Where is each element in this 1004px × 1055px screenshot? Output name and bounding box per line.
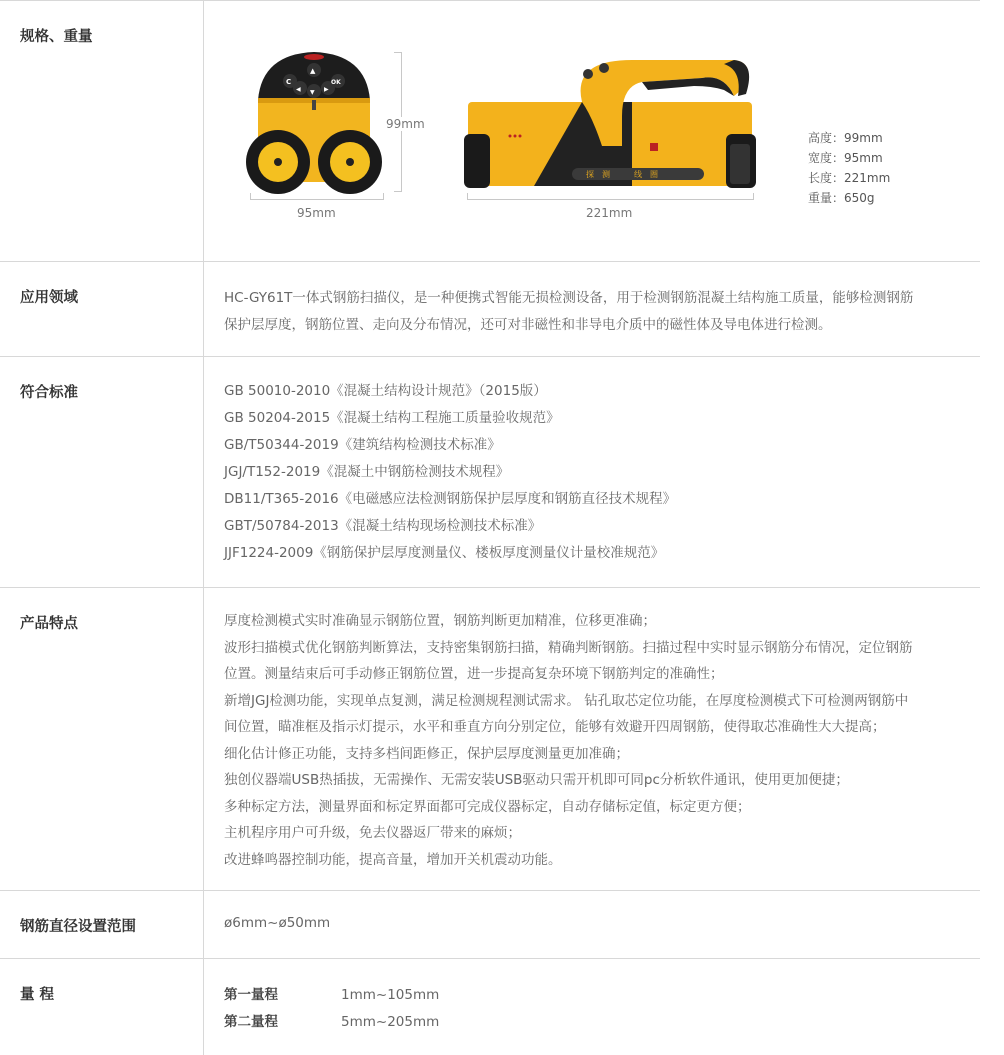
range-name: 第二量程 — [224, 1014, 278, 1030]
application-row — [0, 261, 980, 356]
feature-line: 多种标定方法，测量界面和标定界面都可完成仪器标定，自动存储标定值，标定更方便； — [224, 798, 751, 815]
dim-length-line — [467, 199, 754, 200]
dim-height-tick-top — [394, 52, 402, 53]
standards-label: 符合标准 — [0, 357, 204, 587]
standards-content — [204, 357, 980, 587]
key-left: ◀ — [296, 86, 301, 93]
key-up: ▲ — [310, 67, 316, 75]
spec-list — [808, 128, 890, 208]
feature-line: 细化估计修正功能，支持多档间距修正，保护层厚度测量更加准确； — [224, 745, 629, 762]
application-label: 应用领域 — [0, 262, 204, 356]
dim-height-text: 99mm — [386, 117, 425, 131]
standard-item: JGJ/T152-2019《混凝土中钢筋检测技术规程》 — [224, 464, 510, 480]
dim-width-text: 95mm — [297, 206, 336, 220]
spec-weight-label: 规格、重量 — [0, 1, 204, 261]
feature-line: 间位置，瞄准框及指示灯提示，水平和垂直方向分别定位，能够有效避开四周钢筋，使得取芯准确性大大提高； — [224, 719, 886, 735]
spec-height: 高度：99mm — [808, 131, 883, 145]
diameter-content — [204, 891, 980, 958]
key-ok: OK — [331, 79, 341, 86]
dim-length-tick-right — [753, 193, 754, 200]
features-content — [204, 588, 980, 890]
standard-item: GB 50204-2015《混凝土结构工程施工质量验收规范》 — [224, 410, 560, 426]
diameter-label: 钢筋直径设置范围 — [0, 891, 204, 958]
application-line: 保护层厚度，钢筋位置、走向及分布情况，还可对非磁性和非导电介质中的磁性体及导电体进行检测。 — [224, 317, 832, 333]
range-item-2 — [224, 1009, 980, 1036]
feature-line: 改进蜂鸣器控制功能，提高音量，增加开关机震动功能。 — [224, 851, 562, 868]
dim-width-tick-right — [383, 193, 384, 200]
standard-item: GBT/50784-2013《混凝土结构现场检测技术标准》 — [224, 518, 542, 534]
spec-length: 长度：221mm — [808, 171, 891, 185]
feature-line: 主机程序用户可升级，免去仪器返厂带来的麻烦； — [224, 825, 521, 841]
range-content — [204, 959, 980, 1055]
feature-line: 新增JGJ检测功能，实现单点复测，满足检测规程测试需求。 钻孔取芯定位功能，在厚度检测模式下可检测两钢筋中 — [224, 692, 909, 709]
dim-height-tick-bottom — [394, 191, 402, 192]
application-line: HC-GY61T一体式钢筋扫描仪，是一种便携式智能无损检测设备，用于检测钢筋混凝土结构施工质量，能够检测钢筋 — [224, 290, 914, 306]
range-item-1 — [224, 982, 980, 1009]
standards-row — [0, 356, 980, 587]
range-name: 第一量程 — [224, 987, 278, 1003]
device-side-image — [462, 56, 762, 196]
spec-weight: 重量：650g — [808, 191, 875, 205]
key-c: C — [286, 78, 292, 86]
features-row — [0, 587, 980, 890]
standard-item: GB/T50344-2019《建筑结构检测技术标准》 — [224, 437, 501, 453]
feature-line: 波形扫描模式优化钢筋判断算法，支持密集钢筋扫描，精确判断钢筋。扫描过程中实时显示钢筋分布情况，定位钢筋 — [224, 639, 913, 656]
spec-width: 宽度：95mm — [808, 151, 883, 165]
range-value: 1mm~105mm — [341, 987, 440, 1003]
dim-width-tick-left — [250, 193, 251, 200]
range-value: 5mm~205mm — [341, 1014, 440, 1030]
application-content — [204, 262, 980, 356]
feature-line: 位置。测量结束后可手动修正钢筋位置，进一步提高复杂环境下钢筋判定的准确性； — [224, 666, 724, 682]
standard-item: DB11/T365-2016《电磁感应法检测钢筋保护层厚度和钢筋直径技术规程》 — [224, 491, 677, 507]
feature-line: 厚度检测模式实时准确显示钢筋位置，钢筋判断更加精准，位移更准确； — [224, 613, 656, 629]
diameter-row — [0, 890, 980, 958]
dim-length-tick-left — [467, 193, 468, 200]
standard-item: GB 50010-2010《混凝土结构设计规范》（2015版） — [224, 383, 547, 399]
dim-length-text: 221mm — [586, 206, 633, 220]
standard-item: JJF1224-2009《钢筋保护层厚度测量仪、楼板厚度测量仪计量校准规范》 — [224, 545, 665, 561]
range-label: 量 程 — [0, 959, 204, 1055]
dim-width-line — [250, 199, 384, 200]
key-right: ▶ — [324, 86, 329, 93]
range-row — [0, 958, 980, 1055]
features-label: 产品特点 — [0, 588, 204, 890]
device-strip-label: 探 测 线 圈 — [586, 170, 658, 179]
device-front-image — [244, 48, 394, 198]
feature-line: 独创仪器端USB热插拔，无需操作、无需安装USB驱动只需开机即可同pc分析软件通讯，使用更加便捷； — [224, 772, 849, 788]
diameter-value: ø6mm~ø50mm — [224, 915, 331, 931]
key-down: ▼ — [310, 89, 315, 96]
